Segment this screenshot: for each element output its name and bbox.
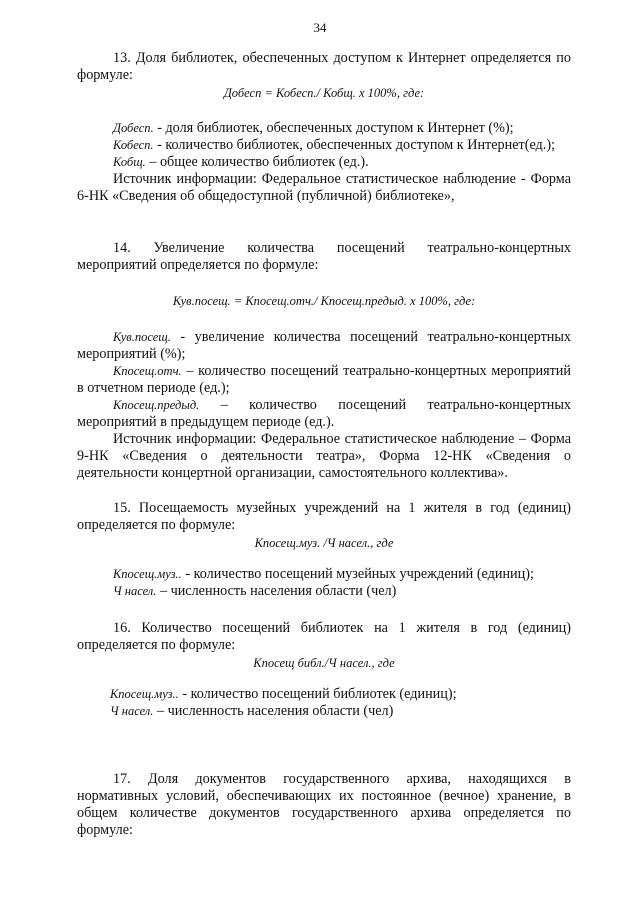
def-variable: Ч насел.	[113, 584, 157, 598]
section-13-def-1	[77, 120, 571, 137]
def-text: - доля библиотек, обеспеченных доступом к Интернет (%);	[157, 120, 514, 136]
def-variable: Кпосещ.муз..	[110, 687, 179, 701]
section-15	[77, 500, 571, 600]
def-variable: Кпосещ.отч.	[113, 364, 182, 378]
section-15-intro: 15. Посещаемость музейных учреждений на 1 жителя в год (единиц) определяется по формуле:	[77, 500, 571, 533]
section-13-def-3	[77, 154, 571, 171]
section-15-def-2	[77, 583, 571, 600]
def-variable: Кобщ.	[113, 155, 146, 169]
section-14-source: Источник информации: Федеральное статистическое наблюдение – Форма 9-НК «Сведения о деятельности театра», Форма 12-НК «Сведения о деятельности концертной организации, самостоятельного коллектива».	[77, 431, 571, 481]
section-13-def-2	[77, 137, 571, 154]
section-15-def-1	[77, 566, 571, 583]
def-text: – численность населения области (чел)	[159, 583, 397, 599]
section-16-def-1	[77, 686, 571, 703]
def-variable: Добесп.	[113, 121, 154, 135]
section-13-intro: 13. Доля библиотек, обеспеченных доступом к Интернет определяется по формуле:	[77, 50, 571, 83]
def-text: – количество посещений театрально-концертных мероприятий в предыдущем периоде (ед.).	[77, 397, 571, 430]
def-variable: Кпосещ.муз..	[113, 567, 182, 581]
section-14	[77, 240, 571, 482]
section-14-def-3	[77, 397, 571, 431]
section-16-intro: 16. Количество посещений библиотек на 1 жителя в год (единиц) определяется по формуле:	[77, 620, 571, 653]
section-13	[77, 50, 571, 205]
section-14-def-1	[77, 329, 571, 363]
def-variable: Ч насел.	[110, 704, 154, 718]
section-17-intro: 17. Доля документов государственного архива, находящихся в нормативных условий, обеспечивающих их постоянное (вечное) хранение, в общем количестве документов государственного архива определяется по формуле:	[77, 771, 571, 838]
def-text: - количество библиотек, обеспеченных доступом к Интернет(ед.);	[157, 137, 555, 153]
def-text: - количество посещений музейных учреждений (единиц);	[185, 566, 534, 582]
section-14-intro: 14. Увеличение количества посещений театрально-концертных мероприятий определяется по формуле:	[77, 240, 571, 273]
section-16-formula: Кпосещ библ./Ч насел., где	[253, 656, 395, 670]
def-text: – численность населения области (чел)	[156, 703, 394, 719]
section-13-formula: Добесп = Кобесп./ Кобщ. х 100%, где:	[223, 86, 425, 100]
def-text: – общее количество библиотек (ед.).	[149, 154, 369, 170]
def-variable: Кобесп.	[113, 138, 154, 152]
def-variable: Кпосещ.предыд.	[113, 398, 200, 412]
section-14-formula: Кув.посещ. = Кпосещ.отч./ Кпосещ.предыд. х 100%, где:	[172, 294, 476, 308]
def-text: – количество посещений театрально-концертных мероприятий в отчетном периоде (ед.);	[77, 363, 571, 396]
section-14-def-2	[77, 363, 571, 397]
section-16	[77, 620, 571, 720]
section-15-formula: Кпосещ.муз. /Ч насел., где	[254, 536, 394, 550]
def-text: - увеличение количества посещений театрально-концертных мероприятий (%);	[77, 329, 571, 362]
page-number: 34	[313, 20, 327, 35]
section-13-source: Источник информации: Федеральное статистическое наблюдение - Форма 6-НК «Сведения об общедоступной (публичной) библиотеке»,	[77, 171, 571, 204]
section-17	[77, 771, 571, 839]
def-variable: Кув.посещ.	[113, 330, 171, 344]
section-16-def-2	[77, 703, 571, 720]
def-text: - количество посещений библиотек (единиц);	[182, 686, 457, 702]
